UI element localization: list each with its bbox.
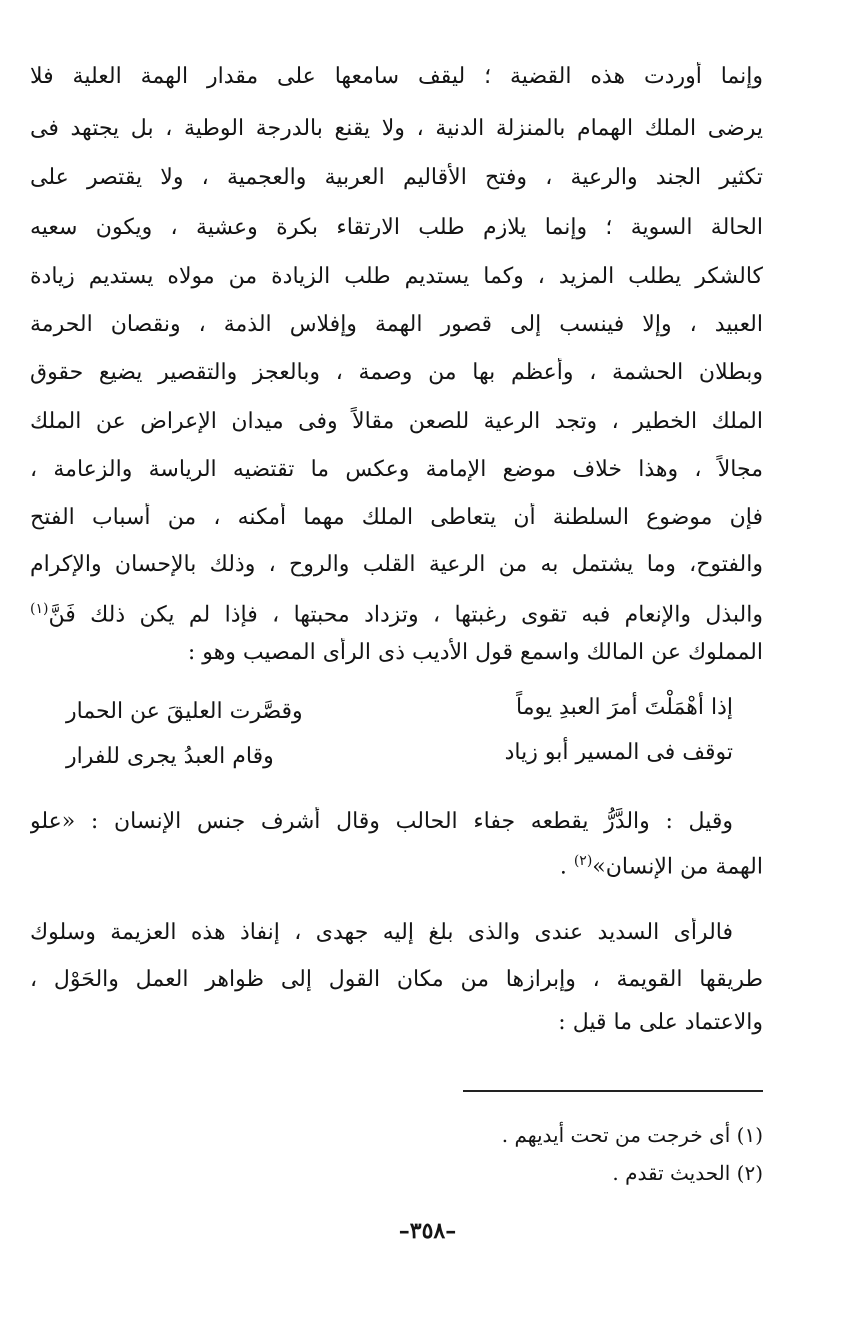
body-line: الحالة السوية ؛ وإنما يلازم طلب الارتقاء بكرة وعشية ، ويكون سعيه bbox=[30, 215, 763, 240]
body-line-with-footnote: الهمة من الإنسان»$^{(٢)}$ . bbox=[559, 853, 763, 880]
body-line-with-footnote bbox=[30, 594, 763, 630]
body-line: العبيد ، وإلا فينسب إلى قصور الهمة وإفلاس الذمة ، ونقصان الحرمة bbox=[30, 312, 763, 337]
body-line: طريقها القويمة ، وإبرازها من مكان القول إلى ظواهر العمل والحَوْل ، bbox=[30, 967, 763, 992]
body-line: والاعتماد على ما قيل : bbox=[558, 1010, 763, 1035]
body-line: يرضى الملك الهمام بالمنزلة الدنية ، ولا يقنع بالدرجة الوطية ، بل يجتهد فى bbox=[30, 116, 763, 141]
body-line: كالشكر يطلب المزيد ، وكما يستديم طلب الزيادة من مولاه يستديم زيادة bbox=[30, 264, 763, 289]
verse-hemistich: وقصَّرت العليقَ عن الحمار bbox=[66, 699, 303, 724]
verse-hemistich: وقام العبدُ يجرى للفرار bbox=[66, 744, 274, 769]
body-line: تكثير الجند والرعية ، وفتح الأقاليم العربية والعجمية ، ولا يقتصر على bbox=[30, 165, 763, 190]
body-line-text: الهمة من الإنسان» bbox=[592, 854, 763, 880]
footnote-marker: (٢) bbox=[573, 853, 593, 869]
body-line-text: والبذل والإنعام فبه تقوى رغبتها ، وتزداد محبتها ، فإذا لم يكن ذلك فَنَّ bbox=[48, 602, 763, 628]
page-number: –٣٥٨– bbox=[398, 1218, 457, 1244]
verse-hemistich: إذا أهْمَلْتَ أمرَ العبدِ يوماً bbox=[516, 695, 733, 720]
body-line: وإنما أوردت هذه القضية ؛ ليقف سامعها على مقدار الهمة العلية فلا bbox=[30, 64, 763, 89]
body-line: فالرأى السديد عندى والذى بلغ إليه جهدى ، إنفاذ هذه العزيمة وسلوك bbox=[30, 920, 733, 945]
body-line: مجالاً ، وهذا خلاف موضع الإمامة وعكس ما تقتضيه الرياسة والزعامة ، bbox=[30, 457, 763, 482]
body-line: والفتوح، وما يشتمل به من الرعية القلب والروح ، وذلك بالإحسان والإكرام bbox=[30, 552, 763, 577]
body-line: فإن موضوع السلطنة أن يتعاطى الملك مهما أمكنه ، من أسباب الفتح bbox=[30, 505, 763, 530]
body-line: وقيل : والدَّرُّ يقطعه جفاء الحالب وقال أشرف جنس الإنسان : «علو bbox=[30, 809, 733, 834]
body-line: وبطلان الحشمة ، وأعظم بها من وصمة ، وبالعجز والتقصير يضيع حقوق bbox=[30, 360, 763, 385]
footnote-divider bbox=[463, 1090, 763, 1092]
footnote: (١) أى خرجت من تحت أيديهم . bbox=[501, 1123, 763, 1147]
footnote: (٢) الحديث تقدم . bbox=[612, 1161, 763, 1185]
body-line: المملوك عن المالك واسمع قول الأديب ذى الرأى المصيب وهو : bbox=[187, 640, 763, 665]
footnote-marker: (١) bbox=[30, 601, 49, 617]
body-line: الملك الخطير ، وتجد الرعية للصعن مقالاً وفى ميدان الإعراض عن الملك bbox=[30, 409, 763, 434]
verse-hemistich: توقف فى المسير أبو زياد bbox=[504, 740, 733, 765]
